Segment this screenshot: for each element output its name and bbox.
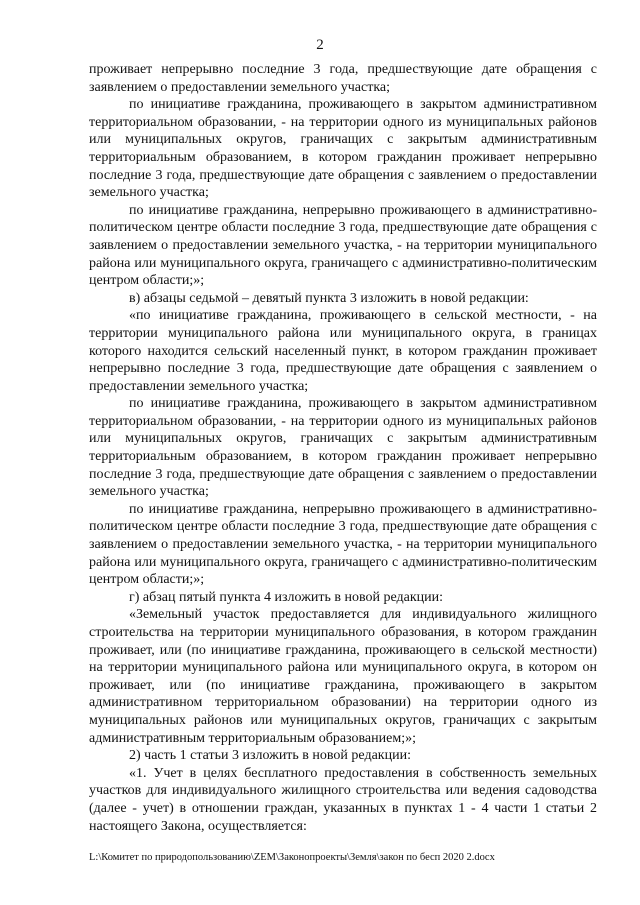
paragraph: в) абзацы седьмой – девятый пункта 3 изложить в новой редакции: bbox=[129, 290, 529, 306]
paragraph: по инициативе гражданина, непрерывно проживающего в административно-политическом центре области последние 3 года, предшествующие дате обращения с заявлением о предоставлении земельного участка, - на территории муниципального района или муниципального округа, граничащего с административно-политическим центром области;»; bbox=[89, 202, 597, 289]
paragraph: «по инициативе гражданина, проживающего в сельской местности, - на территории муниципального района или муниципального округа, в границах которого находится сельский населенный пункт, в котором гражданин проживает непрерывно последние 3 года, предшествующие дате обращения с заявлением о предоставлении земельного участка; bbox=[89, 308, 597, 394]
paragraph: по инициативе гражданина, непрерывно проживающего в административно-политическом центре области последние 3 года, предшествующие дате обращения с заявлением о предоставлении земельного участка, - на территории муниципального района или муниципального округа, граничащего с административно-политическим центром области;»; bbox=[89, 501, 597, 588]
paragraph: проживает непрерывно последние 3 года, предшествующие дате обращения с заявлением о предоставлении земельного участка; bbox=[89, 62, 597, 95]
paragraph: «Земельный участок предоставляется для индивидуального жилищного строительства на территории муниципального образования, в котором гражданин проживает, или (по инициативе гражданина, проживающего в сельской местности) на территории муниципального района или муниципального округа, в котором он проживает, или (по инициативе гражданина, проживающего в закрытом административном территориальном образовании) на территории одного из муниципальных районов или муниципальных округов, граничащих с закрытым административным территориальным образованием;»; bbox=[89, 607, 597, 746]
paragraph: 2) часть 1 статьи 3 изложить в новой редакции: bbox=[129, 748, 411, 764]
paragraph: г) абзац пятый пункта 4 изложить в новой редакции: bbox=[129, 589, 444, 605]
paragraph: по инициативе гражданина, проживающего в закрытом административном территориальном образовании, - на территории одного из муниципальных районов или муниципальных округов, граничащих с закрытым административным территориальным образованием, в котором гражданин проживает непрерывно последние 3 года, предшествующие дате обращения с заявлением о предоставлении земельного участка; bbox=[89, 396, 597, 500]
document-body bbox=[89, 61, 597, 835]
footer-file-path: L:\Комитет по природопользованию\ZEM\Законопроекты\Земля\закон по бесп 2020 2.docx bbox=[89, 852, 495, 863]
paragraph: по инициативе гражданина, проживающего в закрытом административном территориальном образовании, - на территории одного из муниципальных районов или муниципальных округов, граничащих с закрытым административным территориальным образованием, в котором гражданин проживает непрерывно последние 3 года, предшествующие дате обращения с заявлением о предоставлении земельного участка; bbox=[89, 97, 597, 201]
paragraph: «1. Учет в целях бесплатного предоставления в собственность земельных участков для индивидуального жилищного строительства или ведения садоводства (далее - учет) в отношении граждан, указанных в пунктах 1 - 4 части 1 статьи 2 настоящего Закона, осуществляется: bbox=[89, 765, 597, 834]
page-number: 2 bbox=[316, 37, 324, 53]
